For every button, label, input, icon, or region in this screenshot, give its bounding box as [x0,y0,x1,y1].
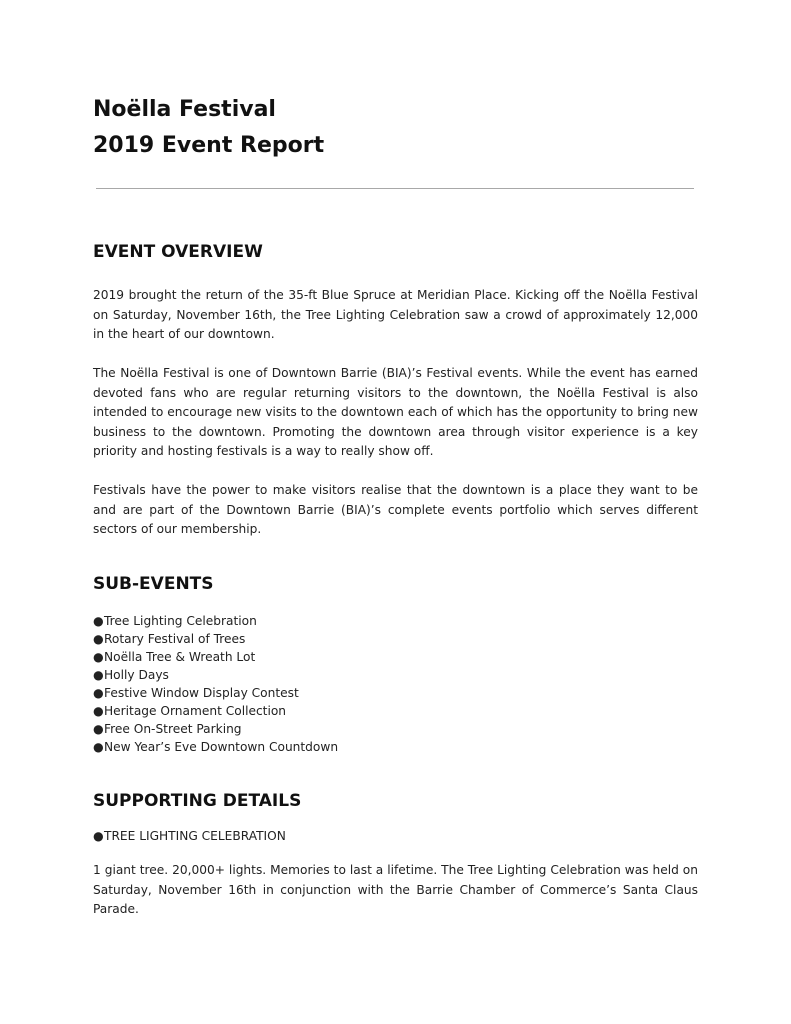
bullet-icon: ● [93,650,104,664]
sub-event-label: Tree Lighting Celebration [104,614,257,628]
page-title [93,92,324,164]
overview-paragraph-3: Festivals have the power to make visitors realise that the downtown is a place they want to be and are part of the Downtown Barrie (BIA)’s complete events portfolio which serves different sectors of our membership. [93,483,698,536]
overview-paragraph-2: The Noëlla Festival is one of Downtown Barrie (BIA)’s Festival events. While the event has earned devoted fans who are regular returning visitors to the downtown, the Noëlla Festival is also intended to encourage new visits to the downtown each of which has the opportunity to bring new business to the downtown. Promoting the downtown area through visitor experience is a key priority and hosting festivals is a way to really show off. [93,366,698,458]
overview-paragraph-1: 2019 brought the return of the 35-ft Blue Spruce at Meridian Place. Kicking off the Noëlla Festival on Saturday, November 16th, the Tree Lighting Celebration saw a crowd of approximately 12,000 in the heart of our downtown. [93,288,698,341]
sub-event-label: Holly Days [104,668,169,682]
bullet-icon: ● [93,668,104,682]
list-item [93,720,338,738]
event-overview-heading: EVENT OVERVIEW [93,242,263,262]
sub-event-label: Rotary Festival of Trees [104,632,246,646]
title-line-festival: Noëlla Festival [93,97,276,122]
bullet-icon: ● [93,740,104,754]
title-line-report: 2019 Event Report [93,133,325,158]
list-item [93,648,338,666]
list-item [93,684,338,702]
sub-event-label: Noëlla Tree & Wreath Lot [104,650,256,664]
title-divider [96,188,694,189]
list-item [93,666,338,684]
bullet-icon: ● [93,722,104,736]
bullet-icon: ● [93,614,104,628]
sub-event-label: Free On-Street Parking [104,722,242,736]
bullet-icon: ● [93,829,104,843]
list-item [93,738,338,756]
supporting-subheading [93,827,286,846]
list-item [93,630,338,648]
supporting-paragraph: 1 giant tree. 20,000+ lights. Memories to last a lifetime. The Tree Lighting Celebration was held on Saturday, November 16th in conjunction with the Barrie Chamber of Commerce’s Santa Claus Parade. [93,863,698,916]
sub-events-heading: SUB-EVENTS [93,574,214,594]
list-item [93,702,338,720]
list-item [93,612,338,630]
bullet-icon: ● [93,632,104,646]
sub-event-label: Heritage Ornament Collection [104,704,287,718]
bullet-icon: ● [93,704,104,718]
sub-events-list [93,612,338,756]
supporting-subheading-label: TREE LIGHTING CELEBRATION [104,829,286,843]
sub-event-label: Festive Window Display Contest [104,686,299,700]
sub-event-label: New Year’s Eve Downtown Countdown [104,740,339,754]
supporting-details-heading: SUPPORTING DETAILS [93,791,302,811]
bullet-icon: ● [93,686,104,700]
